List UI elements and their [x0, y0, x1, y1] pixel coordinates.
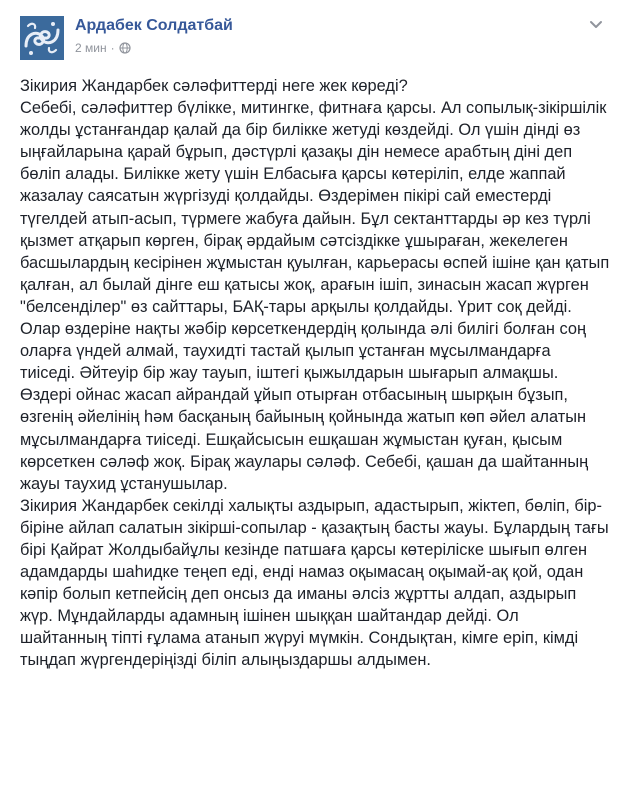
author-name-link[interactable]: Ардабек Солдатбай [75, 17, 233, 34]
meta-separator: · [110, 41, 115, 55]
globe-icon[interactable] [119, 42, 131, 54]
post-meta [75, 41, 131, 55]
author-avatar[interactable] [20, 16, 64, 60]
post-body-text: Зікирия Жандарбек сәләфиттерді неге жек көреді? Себебі, сәләфиттер бүлікке, митингке, фитнаға қарсы. Ал сопылық-зікіршілік жолды ұстанғандар қалай да бір билікке жетуді көздейді. Ол үшін дінді өз ыңғайларына қарай бұрып, дәстүрлі қазақы дін немесе арабтың діні деп бөліп алады. Билікке жету үшін Елбасыға қарсы көтеріліп, елде жаппай жазалау саясатын жүргізуді қолдайды. Өздерімен пікірі сай еместерді түгелдей атып-асып, түрмеге жабуға дайын. Бұл сектанттарды әр кез түрлі қызмет атқарып көрген, бірақ әрдайым сәтсіздікке ұшыраған, жекелеген басшылардың кесірінен жұмыстан қуылған, карьерасы өспей ішіне қан қатып қалған, ал былай дінге еш қатысы жоқ, арағын ішіп, зинасын жасап жүрген "белсенділер" өз сайттары, БАҚ-тары арқылы қолдайды. Үрит соқ дейді. Олар өздеріне нақты жәбір көрсеткендердің қолында әлі билігі болған соң оларға үндей алмай, таухидті тастай қылып ұстанған мұсылмандарға тиіседі. Әйтеуір бір жау тауып, іштегі қыжылдарын шығарып алмақшы. Өздері ойнас жасап айрандай ұйып отырған отбасының шырқын бұзып, өзгенің әйелінің һәм басқаның байының қойнында жатып көп әйел алатын мұсылмандарға тиіседі. Ешқайсысын ешқашан жұмыстан қуған, қысым көрсеткен сәләф жоқ. Бірақ жаулары сәләф. Себебі, қашан да шайтанның жауы таухид ұстанушылар. Зікирия Жандарбек секілді халықты аздырып, адастырып, жіктеп, бөліп, бір-біріне айлап салатын зікірші-сопылар - қазақтың басты жауы. Бұлардың тағы бірі Қайрат Жолдыбайұлы кезінде патшаға қарсы көтеріліске шығып өлген адамдарды шаһидке теңеп еді, енді намаз оқымасаң оқымай-ақ қой, одан кәпір болып кетпейсің деп онсыз да иманы әлсіз жұртты алдап, аздырып жүр. Мұндайларды адамның ішінен шыққан шайтандар дейді. Ол шайтанның тіпті ғұлама атанып жүруі мүмкін. Сондықтан, кімге еріп, кімді тыңдап жүргендеріңізді біліп алыңыздаршы алдымен. [20, 77, 610, 670]
post-timestamp[interactable]: 2 мин [75, 41, 107, 55]
ornament-avatar-icon [20, 16, 64, 60]
post-header [20, 16, 610, 60]
chevron-down-icon[interactable] [588, 18, 604, 32]
